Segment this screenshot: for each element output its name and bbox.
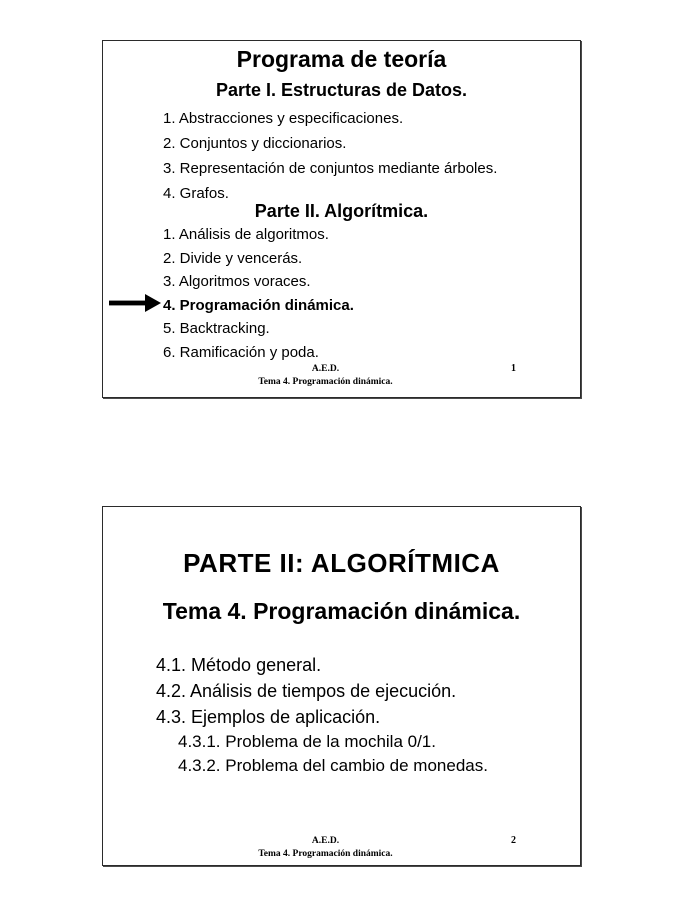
footer-topic-label: Tema 4. Programación dinámica. xyxy=(258,848,393,859)
list-item: 3. Representación de conjuntos mediante árboles. xyxy=(163,160,498,177)
slide2-subtitle: Tema 4. Programación dinámica. xyxy=(162,598,521,624)
slide1-title: Programa de teoría xyxy=(236,46,447,72)
slide-2 xyxy=(102,506,581,866)
footer-course-label: A.E.D. xyxy=(311,364,340,374)
list-item-current-topic: 4. Programación dinámica. xyxy=(163,296,354,314)
list-item: 4. Grafos. xyxy=(163,185,229,202)
list-item: 2. Divide y vencerás. xyxy=(163,249,303,267)
slide1-part2-heading: Parte II. Algorítmica. xyxy=(254,201,429,221)
arrow-right-icon xyxy=(109,294,161,312)
slide2-outline-list xyxy=(103,652,576,778)
slide1-part1-heading: Parte I. Estructuras de Datos. xyxy=(215,80,468,100)
list-item: 1. Análisis de algoritmos. xyxy=(163,226,329,243)
list-item: 4.3.1. Problema de la mochila 0/1. xyxy=(178,732,436,751)
list-item: 4.3. Ejemplos de aplicación. xyxy=(156,707,381,727)
slide2-title: PARTE II: ALGORÍTMICA xyxy=(183,548,500,578)
slide1-part1-list xyxy=(163,106,572,206)
slide-page-number: 1 xyxy=(511,363,516,374)
footer-course-label: A.E.D. xyxy=(311,836,340,846)
footer-topic-label: Tema 4. Programación dinámica. xyxy=(258,376,393,387)
list-item: 4.2. Análisis de tiempos de ejecución. xyxy=(156,681,457,701)
list-item: 2. Conjuntos y diccionarios. xyxy=(163,135,347,152)
list-item: 4.1. Método general. xyxy=(156,655,322,675)
list-item: 4.3.2. Problema del cambio de monedas. xyxy=(178,756,488,775)
list-item: 6. Ramificación y poda. xyxy=(163,343,319,361)
list-item: 5. Backtracking. xyxy=(163,320,270,337)
slide-page-number: 2 xyxy=(511,835,516,846)
slide1-part2-list xyxy=(163,223,572,364)
slide-footer xyxy=(87,835,564,860)
list-item: 1. Abstracciones y especificaciones. xyxy=(163,110,404,127)
list-item: 3. Algoritmos voraces. xyxy=(163,273,311,290)
slide-1 xyxy=(102,40,581,398)
slide-footer xyxy=(87,363,564,388)
